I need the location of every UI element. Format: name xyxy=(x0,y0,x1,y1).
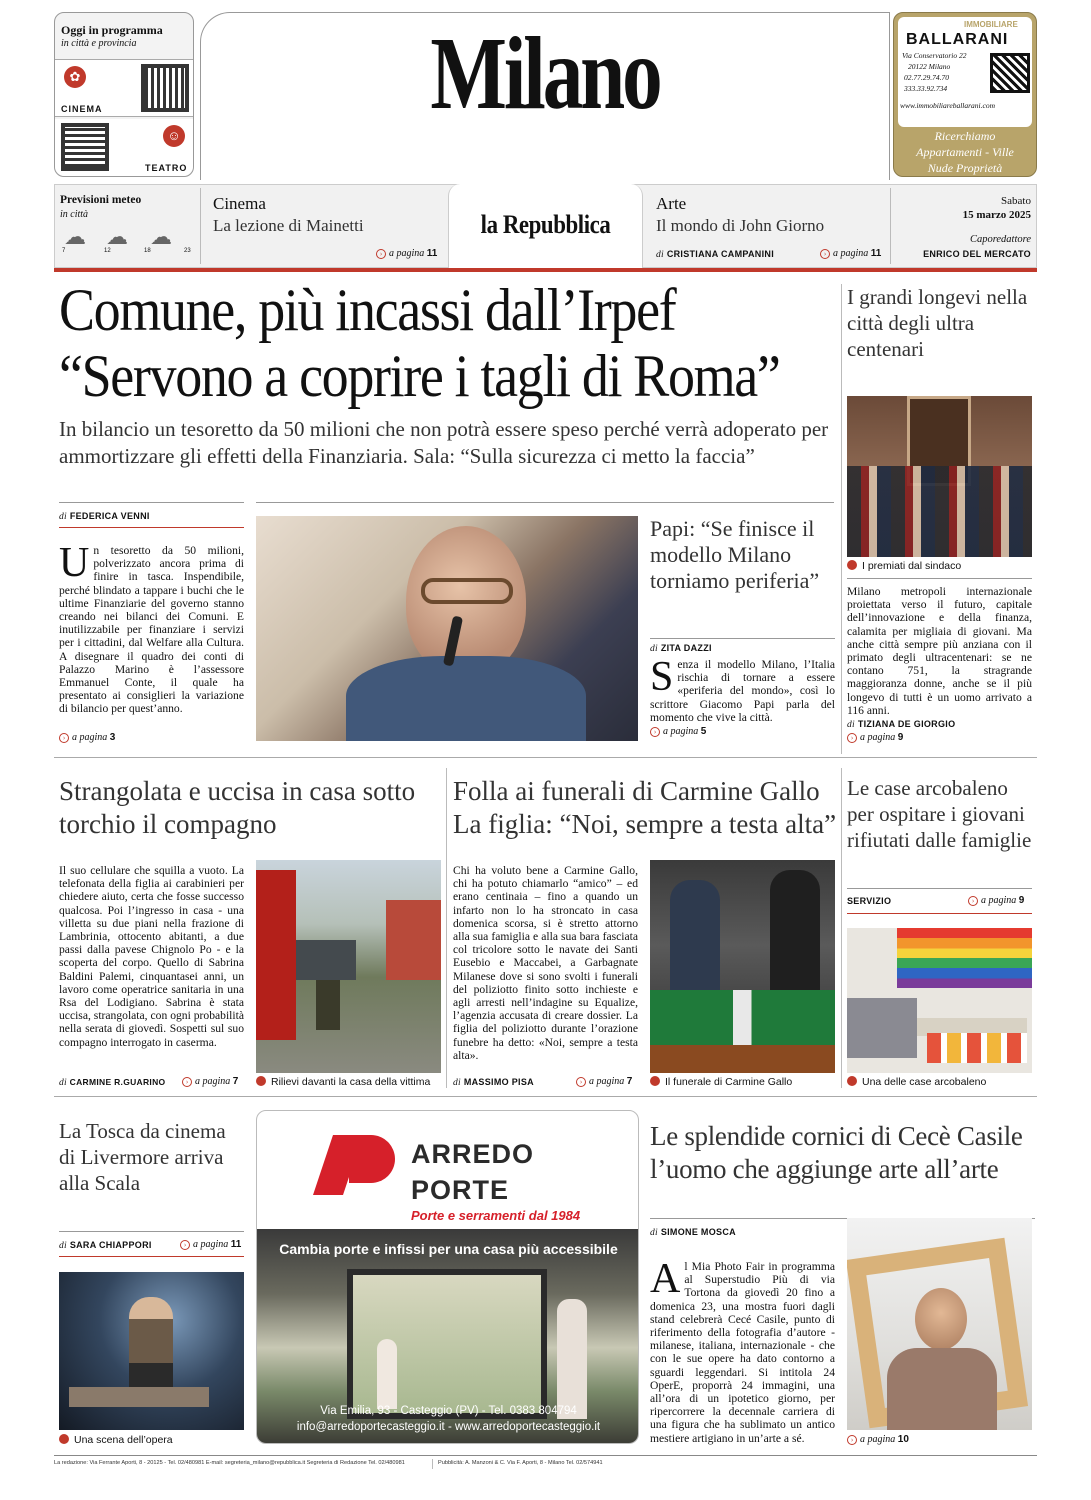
rule xyxy=(59,1256,244,1257)
camera-icon xyxy=(59,1434,69,1444)
arcobaleno-photo xyxy=(847,928,1032,1073)
arrow-right-icon: › xyxy=(820,249,830,259)
lead-body: Un tesoretto da 50 milioni, polverizzato ancora prima di finire in tasca. Inspendibile, perché blindato a tappare i buchi che le ultime Finanziarie del governo stanno creando nei bilanci dei Comuni. E inutilizzabile per finanziare i servizi per i cittadini, dal Welfare alla Cultura. A disegnare il quadro dei conti di Palazzo Marino è l’assessore Emmanuel Conte, il quale ha presentato ai consiglieri la variazione di bilancio per quest’anno. xyxy=(59,544,244,716)
adult xyxy=(557,1299,587,1419)
rule xyxy=(54,1455,1037,1456)
ad-address: Via Conservatorio 22 xyxy=(902,51,967,60)
column-divider xyxy=(446,768,447,1088)
arte-page-ref[interactable]: › a pagina 11 xyxy=(820,248,881,259)
dropcap: U xyxy=(59,544,90,586)
meteo-hour: 18 xyxy=(144,248,151,254)
longevi-headline[interactable]: I grandi longevi nella città degli ultra centenari xyxy=(847,285,1028,361)
arte-byline: di CRISTIANA CAMPANINI xyxy=(656,249,775,260)
casile-headline[interactable]: Le splendide cornici di Cecè Casile l’uomo che aggiunge arte all’arte xyxy=(650,1121,1023,1184)
longevi-byline: di TIZIANA DE GIORGIO xyxy=(847,719,956,730)
lead-byline: di FEDERICA VENNI xyxy=(59,511,150,522)
funerali-caption: Il funerale di Carmine Gallo xyxy=(650,1076,792,1088)
longevi-body: Milano metropoli internazionale proiettata verso il futuro, capitale dell’innovazione e della finanza, calamita per migliaia di giovani. Ma anche città sempre più anziana con il primato degli ultracentenari: se ne contano 751, la stragrande maggioranza donne, anche se il più longevo di tutti è un uomo arrivato a 116 anni. xyxy=(847,585,1032,717)
man-head xyxy=(915,1288,967,1350)
woman xyxy=(770,870,820,1000)
camera-icon xyxy=(847,560,857,570)
programma-box xyxy=(54,12,194,177)
column-divider xyxy=(841,284,842,754)
arrow-right-icon: › xyxy=(182,1077,192,1087)
arrow-right-icon: › xyxy=(847,1435,857,1445)
rain-cloud-icon: ☁ xyxy=(106,224,128,249)
camera-icon xyxy=(847,1076,857,1086)
funerali-page-ref[interactable]: › a pagina 7 xyxy=(576,1076,632,1087)
papi-body: Senza il modello Milano, l’Italia rischia di tornare a essere «periferia del mondo», così lo scrittore Giacomo Papi parla del momento che vive la città. xyxy=(650,658,835,724)
rain-cloud-icon: ☁ xyxy=(64,224,86,249)
teatro-label: TEATRO xyxy=(145,163,188,173)
funerali-headline[interactable]: Folla ai funerali di Carmine Gallo La figlia: “Noi, sempre a testa alta” xyxy=(453,776,837,839)
ad-web: www.immobiliareballarani.com xyxy=(900,101,996,110)
tosca-page-ref[interactable]: › a pagina 11 xyxy=(180,1239,241,1250)
lead-page-ref[interactable]: › a pagina 3 xyxy=(59,732,115,743)
teatro-qr-box[interactable] xyxy=(55,119,193,176)
ad-contacts: info@arredoportecasteggio.it - www.arredoportecasteggio.it xyxy=(296,1421,601,1433)
cinema-title[interactable]: La lezione di Mainetti xyxy=(213,216,364,235)
arrow-right-icon: › xyxy=(376,249,386,259)
coffin-tricolore xyxy=(650,990,835,1050)
ad-line3: Nude Proprietà xyxy=(927,161,1003,175)
ad-tagline: Porte e serramenti dal 1984 xyxy=(411,1208,581,1223)
arrow-right-icon: › xyxy=(847,733,857,743)
funerali-body: Chi ha voluto bene a Carmine Gallo, chi ha potuto chiamarlo “amico” – ed erano centinaia – fino a quando un infarto non lo ha stroncato in casa domenica scorsa, si è stretto attorno alla sua famiglia e alla sua bara fasciata col tricolore sotto le navate dei Santi Eusebio e Maccabei, a Garbagnate Milanese dove si sono svolti i funerali del poliziotto finito sotto inchieste e agli arresti nell’indagine su Equalize, l’agenzia accusata di creare dossier. La figlia del poliziotto durante l’orazione funebre ha detto: «Noi, sempre a testa alta». xyxy=(453,864,638,1062)
dropcap: A xyxy=(650,1260,681,1302)
ad-line1: Ricerchiamo xyxy=(934,129,996,143)
casile-byline: di SIMONE MOSCA xyxy=(650,1227,736,1238)
longevi-photo xyxy=(847,396,1032,557)
ad-line2: Appartamenti - Ville xyxy=(916,145,1014,159)
rule xyxy=(59,502,244,503)
papi-page-ref[interactable]: › a pagina 5 xyxy=(650,726,706,737)
arcobaleno-tag: SERVIZIO xyxy=(847,896,892,906)
camera-icon xyxy=(256,1076,266,1086)
rule xyxy=(650,638,835,639)
strangolata-byline: di CARMINE R.GUARINO xyxy=(59,1077,166,1088)
sofa xyxy=(847,998,917,1058)
cinema-kicker: Cinema xyxy=(213,194,266,213)
ballarani-ad[interactable] xyxy=(893,12,1037,177)
strip-red-rule xyxy=(54,268,1037,272)
arrow-right-icon: › xyxy=(650,727,660,737)
qr-code-icon xyxy=(61,123,109,171)
ad-brand-arredo: ARREDO xyxy=(411,1139,535,1169)
footer-redazione: La redazione: Via Ferrante Aporti, 8 - 20125 - Tel. 02/480981 E-mail: segreteria_milano@repubblica.it Segreteria di Redazione Tel. 02/480981 xyxy=(54,1460,405,1466)
speaker-body xyxy=(346,656,586,741)
qr-code-icon xyxy=(990,53,1030,93)
strangolata-page-ref[interactable]: › a pagina 7 xyxy=(182,1076,238,1087)
cinema-page-ref[interactable]: › a pagina 11 xyxy=(376,248,437,259)
caporedattore-label: Caporedattore xyxy=(969,234,1031,245)
rule xyxy=(847,913,1032,914)
glasses-icon xyxy=(421,578,513,604)
ap-logo-p xyxy=(349,1135,395,1183)
rule xyxy=(54,757,1037,758)
repubblica-logo[interactable]: la Repubblica xyxy=(480,210,611,239)
child xyxy=(377,1339,397,1409)
arcobaleno-page-ref[interactable]: › a pagina 9 xyxy=(968,895,1024,906)
casile-photo xyxy=(847,1218,1032,1430)
tosca-caption: Una scena dell’opera xyxy=(59,1434,173,1446)
coffin-wood xyxy=(650,1045,835,1073)
strangolata-body: Il suo cellulare che squilla a vuoto. La telefonata della figlia ai carabinieri per chiedere aiuto, certa che fosse successo qualcosa. Poi l’ingresso in casa - una villetta su due piani nella frazione di Lambrinia, ottocento abitanti, a due passi dalla pavese Chignolo Po - e la scoperta del corpo. Quello di Sabrina Baldini Palemi, cinquantasei anni, un lavoro come operatrice sanitaria in una Rsa del Lodigiano. Sabrina è stata uccisa, strangolata, con ogni probabilità nella serata di giovedì. Sospetti sul suo compagno interrogato in caserma. xyxy=(59,864,244,1049)
ad-brand-porte: PORTE xyxy=(411,1175,510,1205)
lead-headline-1[interactable]: Comune, più incassi dall’Irpef xyxy=(59,277,676,343)
arcobaleno-headline[interactable]: Le case arcobaleno per ospitare i giovani rifiutati dalle famiglie xyxy=(847,776,1032,852)
dropcap: S xyxy=(650,658,674,700)
theatre-mask-icon: ☺ xyxy=(163,125,185,147)
rule xyxy=(847,578,1032,579)
programma-subtitle: in città e provincia xyxy=(61,38,137,49)
rain-cloud-icon: ☁ xyxy=(150,224,172,249)
strangolata-photo xyxy=(256,860,441,1073)
strip-divider xyxy=(200,188,201,264)
ap-logo-icon xyxy=(313,1135,395,1207)
ad-address: Via Emilia, 93 - Casteggio (PV) - Tel. 0383 804794 xyxy=(320,1405,577,1417)
funerali-byline: di MASSIMO PISA xyxy=(453,1077,534,1088)
footer-divider xyxy=(432,1459,433,1469)
arcobaleno-caption: Una delle case arcobaleno xyxy=(847,1076,986,1088)
programma-title: Oggi in programma xyxy=(61,23,163,37)
stage-table xyxy=(69,1387,209,1407)
arte-kicker: Arte xyxy=(656,194,687,213)
tosca-photo xyxy=(59,1272,244,1430)
casile-page-ref[interactable]: › a pagina 10 xyxy=(847,1434,909,1445)
rule xyxy=(59,527,244,528)
meteo-title: Previsioni meteo xyxy=(60,194,142,206)
arte-title[interactable]: Il mondo di John Giorno xyxy=(656,216,825,235)
column-divider xyxy=(841,768,842,1088)
rule xyxy=(54,1096,1037,1097)
house xyxy=(386,900,441,980)
jeep xyxy=(296,940,356,980)
ad-phone2: 333.33.92.734 xyxy=(904,84,948,93)
chairs xyxy=(927,1033,1027,1063)
arrow-right-icon: › xyxy=(968,896,978,906)
longevi-caption: I premiati dal sindaco xyxy=(847,560,961,572)
strangolata-caption: Rilievi davanti la casa della vittima xyxy=(256,1076,430,1088)
longevi-page-ref[interactable]: › a pagina 9 xyxy=(847,732,903,743)
fire-truck xyxy=(256,870,296,1040)
cinema-label: CINEMA xyxy=(61,104,103,114)
film-reel-icon: ✿ xyxy=(64,66,86,88)
ad-phone1: 02.77.29.74.70 xyxy=(904,73,949,82)
lead-deck: In bilancio un tesoretto da 50 milioni che non potrà essere speso perché verrà adoperato per ammortizzare gli effetti della Finanziaria. Sala: “Sulla sicurezza ci metto la faccia” xyxy=(59,417,829,468)
caporedattore-name: ENRICO DEL MERCATO xyxy=(923,249,1031,259)
papi-headline[interactable]: Papi: “Se finisce il modello Milano torniamo periferia” xyxy=(650,516,820,593)
tosca-headline[interactable]: La Tosca da cinema di Livermore arriva alla Scala xyxy=(59,1119,226,1195)
meteo-subtitle: in città xyxy=(60,209,89,220)
lead-photo xyxy=(256,516,638,741)
rule xyxy=(256,502,834,503)
meteo-hour: 7 xyxy=(62,248,66,254)
qr-code-icon xyxy=(141,64,189,112)
arrow-right-icon: › xyxy=(180,1240,190,1250)
meteo-hour: 12 xyxy=(104,248,111,254)
footer-pubblicita: Pubblicità: A. Manzoni & C. Via F. Aporti, 8 - Milano Tel. 02/574941 xyxy=(438,1460,603,1466)
strip-divider xyxy=(890,188,891,264)
meteo-icons xyxy=(62,222,194,258)
date-day: Sabato xyxy=(1001,195,1031,207)
strangolata-headline[interactable]: Strangolata e uccisa in casa sotto torchio il compagno xyxy=(59,776,416,839)
man-body xyxy=(887,1348,997,1430)
cinema-qr-box[interactable] xyxy=(55,59,193,117)
officer xyxy=(670,880,720,1000)
ad-brand: BALLARANI xyxy=(906,31,1009,48)
date: 15 marzo 2025 xyxy=(962,209,1031,221)
ad-brand-top: IMMOBILIARE xyxy=(964,20,1018,29)
arrow-right-icon: › xyxy=(59,733,69,743)
camera-icon xyxy=(650,1076,660,1086)
rule xyxy=(847,888,1032,889)
arrow-right-icon: › xyxy=(576,1077,586,1087)
tosca-byline: di SARA CHIAPPORI xyxy=(59,1240,152,1251)
funerali-photo xyxy=(650,860,835,1073)
rule xyxy=(59,1231,244,1232)
rainbow-flag-icon xyxy=(897,928,1032,988)
masthead-title: Milano xyxy=(430,16,660,131)
papi-byline: di ZITA DAZZI xyxy=(650,643,712,654)
arredo-porte-ad[interactable] xyxy=(256,1110,639,1444)
lead-headline-2[interactable]: “Servono a coprire i tagli di Roma” xyxy=(59,343,780,409)
ad-claim: Cambia porte e infissi per una casa più accessibile xyxy=(279,1241,618,1257)
casile-body: Al Mia Photo Fair in programma al Superstudio Più di via Tortona da giovedì 20 fino a domenica 23, una mostra fuori dagli stand celebrerà Cecé Casile, punto di riferimento della fotografia d’autore - milanese, italiana, internazionale - che con le sue opere ha dato contorno a sguardi leggendari. Si intitola 24 OperE, proporrà 24 immagini, una all’ora di un ipotetico giorno, per ripercorrere la decennale carriera di una figura che ha sublimato un antico mestiere artigiano in un’arte a sé. xyxy=(650,1260,835,1445)
group-of-people xyxy=(847,466,1032,557)
ad-city: 20122 Milano xyxy=(908,62,951,71)
meteo-hour: 23 xyxy=(184,248,191,254)
